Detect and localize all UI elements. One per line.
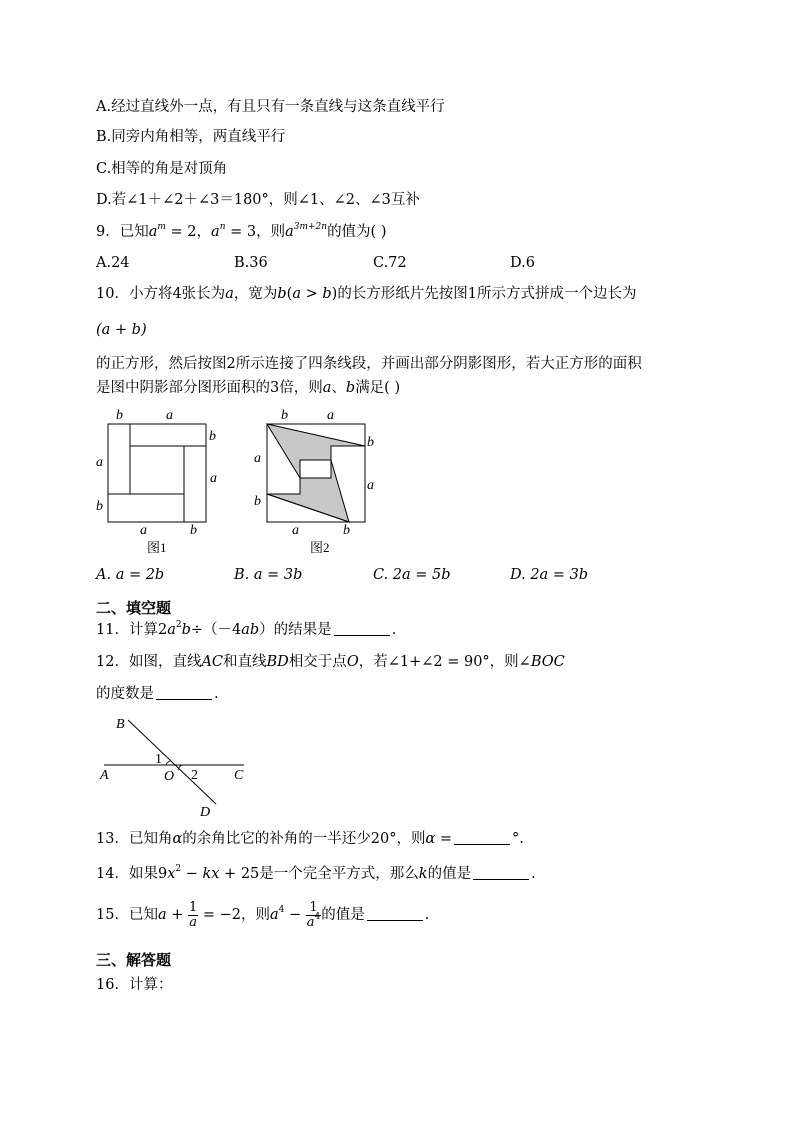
fig1-label-a-left: a bbox=[96, 455, 103, 470]
q9-stem: 9．已知$a^m = 2$，$a^n = 3$，则$a^{3m+2n}$的值为( ) bbox=[96, 222, 387, 240]
fig1-label-a-bottom: a bbox=[140, 523, 147, 538]
q12-answer-blank[interactable] bbox=[156, 685, 212, 700]
q9-option-b: B.36 bbox=[234, 255, 268, 271]
q12-label-a: A bbox=[100, 768, 109, 783]
svg-text:a: a bbox=[367, 478, 374, 493]
svg-text:b: b bbox=[254, 494, 261, 509]
q12-label-c: C bbox=[234, 768, 244, 783]
fig1-label-a-top: a bbox=[166, 408, 173, 423]
q10-stem-line3: 的正方形，然后按图2所示连接了四条线段，并画出部分阴影图形，若大正方形的面积 bbox=[96, 356, 642, 372]
fig1-caption: 图1 bbox=[147, 540, 167, 555]
q14-stem: 14．如果$9x^2$ − kx + 25是一个完全平方式，那么k的值是 . bbox=[96, 864, 536, 882]
q15-stem: 15．已知a + $\frac{1}{a}$ = −2，则$a^4$ − $\frac{1}{a^4}$ 的值是 . bbox=[96, 899, 430, 930]
q15-answer-blank[interactable] bbox=[367, 906, 423, 921]
q12-stem-line1: 12．如图，直线AC和直线BD相交于点O，若∠1+∠2 = 90°，则∠BOC bbox=[96, 654, 565, 670]
q9-option-c: C.72 bbox=[373, 255, 407, 271]
q10-stem-line4: 是图中阴影部分图形面积的3倍，则a、b满足( ) bbox=[96, 380, 401, 396]
section-3-title: 三、解答题 bbox=[96, 951, 172, 969]
section-2-title: 二、填空题 bbox=[96, 599, 172, 617]
svg-text:b: b bbox=[367, 435, 374, 450]
q8-option-d: D.若∠1＋∠2＋∠3＝180°，则∠1、∠2、∠3互补 bbox=[96, 192, 420, 208]
svg-text:a: a bbox=[327, 408, 334, 423]
q9-option-d: D.6 bbox=[510, 255, 535, 271]
fig1-label-b-top: b bbox=[116, 408, 123, 423]
fig1-label-b-left: b bbox=[96, 499, 103, 514]
svg-text:a: a bbox=[254, 451, 261, 466]
q10-option-d: D. 2a = 3b bbox=[510, 567, 589, 583]
svg-text:b: b bbox=[343, 523, 350, 538]
q10-option-b: B. a = 3b bbox=[234, 567, 303, 583]
q12-label-o: O bbox=[164, 769, 175, 784]
q10-stem-line2: (a + b) bbox=[96, 322, 147, 338]
q16-stem: 16．计算： bbox=[96, 977, 173, 993]
q13-answer-blank[interactable] bbox=[454, 830, 510, 845]
q12-label-d: D bbox=[200, 805, 211, 820]
q9-option-a: A.24 bbox=[96, 255, 130, 271]
q10-stem-line1: 10．小方将4张长为a，宽为b(a > b)的长方形纸片先按图1所示方式拼成一个边长为 bbox=[96, 286, 637, 302]
fig1-label-b-bottom: b bbox=[190, 523, 197, 538]
q8-option-b: B.同旁内角相等，两直线平行 bbox=[96, 129, 286, 145]
q12-label-b: B bbox=[116, 717, 125, 732]
fig1-label-b-right: b bbox=[209, 429, 216, 444]
q10-figure-1 bbox=[90, 402, 230, 558]
q12-stem-line2: 的度数是 . bbox=[96, 686, 219, 702]
q10-option-a: A. a = 2b bbox=[96, 567, 165, 583]
q11-answer-blank[interactable] bbox=[334, 621, 390, 636]
q12-label-2: 2 bbox=[191, 768, 198, 783]
q11-stem: 11．计算$2a^2b\div(-4ab)$的结果是 . bbox=[96, 620, 397, 638]
fig2-caption: 图2 bbox=[310, 540, 330, 555]
q13-stem: 13．已知角α的余角比它的补角的一半还少20°，则α = °. bbox=[96, 831, 524, 847]
q12-label-1: 1 bbox=[155, 752, 162, 767]
svg-text:b: b bbox=[281, 408, 288, 423]
q10-figure-2 bbox=[250, 402, 390, 558]
q14-answer-blank[interactable] bbox=[473, 865, 529, 880]
q12-figure bbox=[94, 712, 264, 822]
fig1-label-a-right: a bbox=[210, 471, 217, 486]
q10-option-c: C. 2a = 5b bbox=[373, 567, 451, 583]
q8-option-a: A.经过直线外一点，有且只有一条直线与这条直线平行 bbox=[96, 99, 445, 115]
svg-text:a: a bbox=[292, 523, 299, 538]
q8-option-c: C.相等的角是对顶角 bbox=[96, 161, 228, 177]
